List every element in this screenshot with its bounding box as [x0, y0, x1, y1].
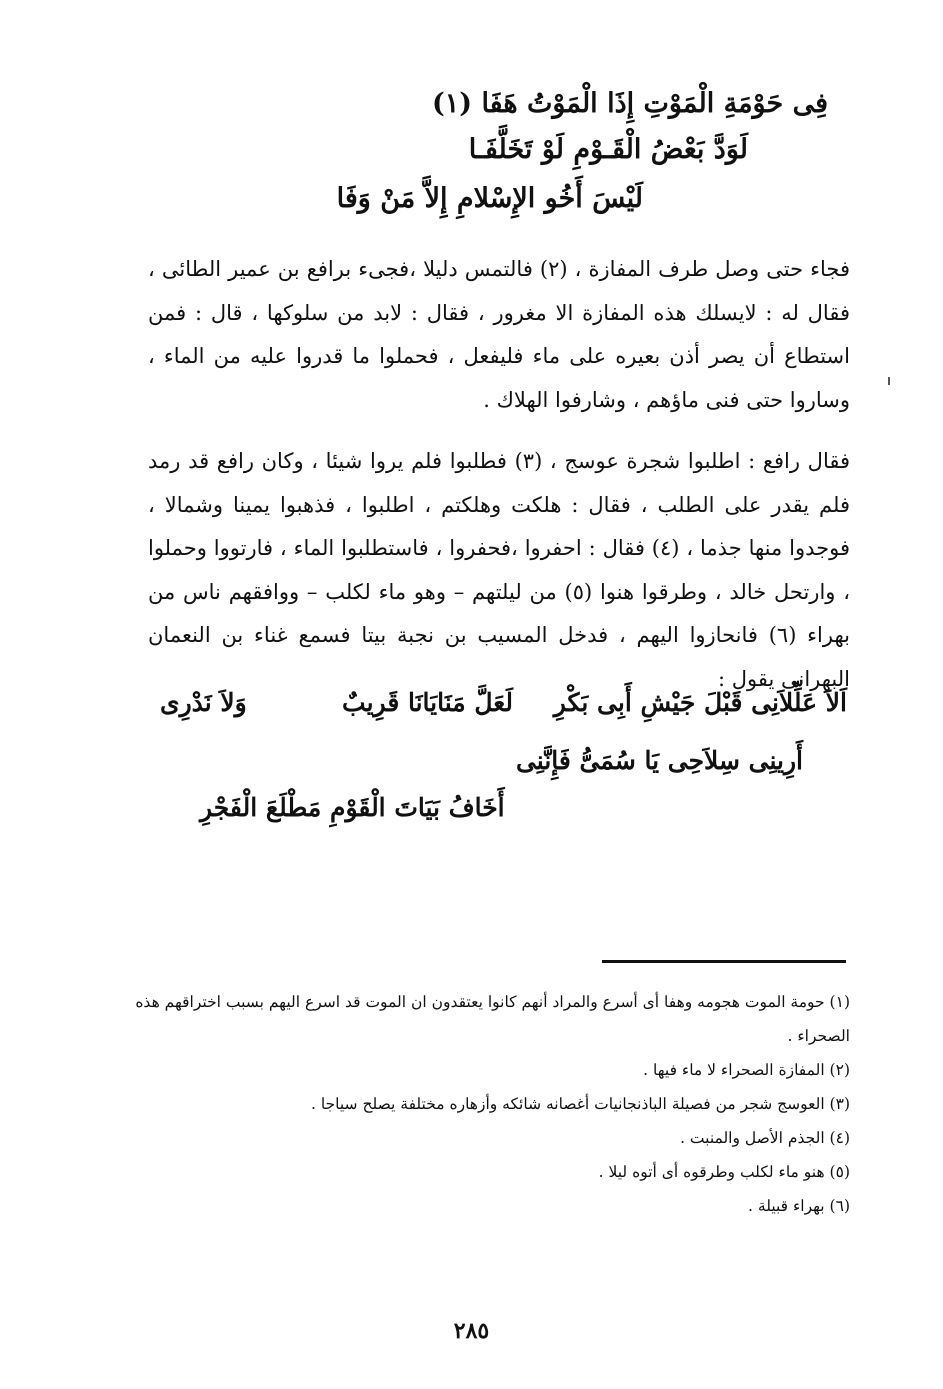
poem-line-2: أَرِينِى سِلاَحِى يَا سُمَىُّ فَإِنَّنِى: [515, 746, 803, 775]
poem-line-1-first-hemistich: اَلاَ عَلِّلاَنِى قَبْلَ جَيْشِ أَبِى بَكْرِ: [553, 688, 847, 717]
verse-line-1: فِى حَوْمَةِ الْمَوْتِ إِذَا الْمَوْتُ هَفَا (١): [431, 88, 828, 119]
paragraph-2: فقال رافع : اطلبوا شجرة عوسج ، (٣) فطلبوا فلم يروا شيئا ، وكان رافع قد رمد فلم يقدر على الطلب ، فقال : هلكت وهلكتم ، اطلبوا ، فذهبوا يمينا وشمالا ، فوجدوا منها جذما ، (٤) فقال : احفروا ،فحفروا ، فاستطلبوا الماء ، فارتووا وحملوا ، وارتحل خالد ، وطرقوا هنوا (٥) من ليلتهم – وهو ماء لكلب – ووافقهم ناس من بهراء (٦) فانحازوا اليهم ، فدخل المسيب بن نجبة بيتا فسمع غناء بن النعمان البهرانى يقول :: [148, 449, 850, 691]
verse-line-3: لَيْسَ أَخُو الإِسْلامِ إِلاَّ مَنْ وَفَا: [336, 183, 643, 214]
poem-line-1-second-hemistich: لَعَلَّ مَنَايَانَا قَرِيبٌ: [342, 688, 513, 717]
footnote-divider: [602, 960, 846, 963]
footnote-4: (٤) الجذم الأصل والمنبت .: [680, 1129, 850, 1147]
footnote-6: (٦) بهراء قبيلة .: [748, 1197, 850, 1215]
poem-line-1-ending: وَلاَ نَدْرِى: [160, 688, 247, 717]
verse-line-2: لَوَدَّ بَعْضُ الْقَـوْمِ لَوْ تَخَلَّفَـا: [468, 134, 748, 165]
footnote-3: (٣) العوسج شجر من فصيلة الباذنجانيات أغصانه شائكه وأزهاره مختلفة يصلح سياجا .: [310, 1095, 850, 1113]
footnote-1: (١) حومة الموت هجومه وهفا أى أسرع والمراد أنهم كانوا يعتقدون ان الموت قد اسرع اليهم بسبب اختراقهم هذه الصحراء .: [135, 993, 850, 1045]
scan-mark: [888, 377, 890, 385]
poem-line-3: أَخَافُ بَيَاتَ الْقَوْمِ مَطْلَعَ الْفَجْرِ: [200, 793, 505, 822]
footnotes-list: [95, 985, 850, 1223]
page-number: ٢٨٥: [453, 1318, 490, 1344]
paragraph-1: فجاء حتى وصل طرف المفازة ، (٢) فالتمس دليلا ،فجىء برافع بن عمير الطائى ، فقال له : لايسلك هذه المفازة الا مغرور ، فقال : لابد من سلوكها ، قال : فمن استطاع أن يصر أذن بعيره على ماء فليفعل ، فحملوا ما قدروا عليه من الماء ، وساروا حتى فنى ماؤهم ، وشارفوا الهلاك .: [148, 257, 850, 412]
footnote-5: (٥) هنو ماء لكلب وطرقوه أى أتوه ليلا .: [598, 1163, 850, 1181]
footnote-2: (٢) المفازة الصحراء لا ماء فيها .: [643, 1061, 850, 1079]
